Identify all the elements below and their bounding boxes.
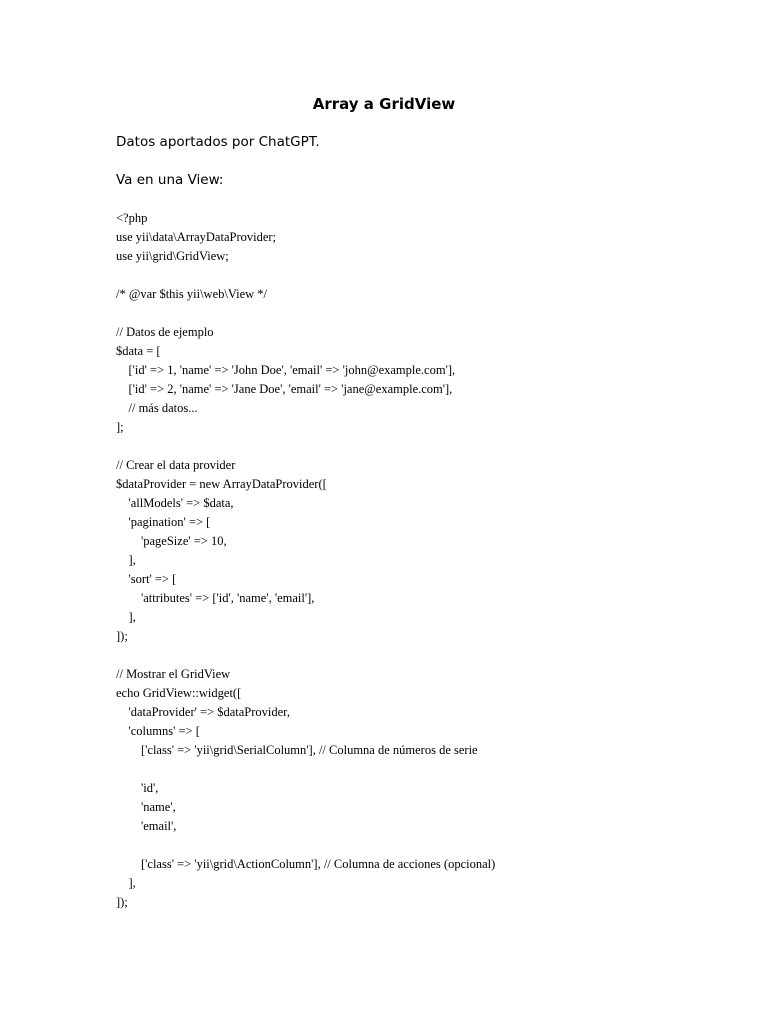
code-line: 'id', — [116, 781, 159, 795]
code-line: // Mostrar el GridView — [116, 667, 231, 681]
code-line — [116, 437, 495, 456]
code-line: ], — [116, 876, 136, 890]
code-line: ], — [116, 610, 136, 624]
code-block — [116, 209, 495, 912]
code-line: ['id' => 1, 'name' => 'John Doe', 'email' => 'john@example.com'], — [116, 363, 456, 377]
code-line — [116, 646, 495, 665]
code-line: // más datos... — [116, 401, 198, 415]
intro-paragraph: Datos aportados por ChatGPT. — [116, 134, 320, 150]
code-line: 'attributes' => ['id', 'name', 'email'], — [116, 591, 315, 605]
code-line: $data = [ — [116, 344, 161, 358]
code-line: // Crear el data provider — [116, 458, 236, 472]
code-line: ]); — [116, 629, 128, 643]
code-line: 'email', — [116, 819, 177, 833]
code-line: ]); — [116, 895, 128, 909]
code-line — [116, 304, 495, 323]
code-line: ['class' => 'yii\grid\ActionColumn'], // Columna de acciones (opcional) — [116, 857, 496, 871]
code-line: 'pagination' => [ — [116, 515, 211, 529]
code-line: ]; — [116, 420, 124, 434]
code-line: 'name', — [116, 800, 176, 814]
code-line: <?php — [116, 211, 148, 225]
code-line — [116, 760, 495, 779]
code-line: use yii\grid\GridView; — [116, 249, 229, 263]
code-line: $dataProvider = new ArrayDataProvider([ — [116, 477, 327, 491]
code-line: 'allModels' => $data, — [116, 496, 234, 510]
code-line: 'columns' => [ — [116, 724, 200, 738]
code-line: 'dataProvider' => $dataProvider, — [116, 705, 290, 719]
code-line: ], — [116, 553, 136, 567]
code-line: echo GridView::widget([ — [116, 686, 242, 700]
code-line: 'pageSize' => 10, — [116, 534, 227, 548]
document-title: Array a GridView — [312, 95, 456, 113]
code-line — [116, 266, 495, 285]
code-line — [116, 836, 495, 855]
code-line: 'sort' => [ — [116, 572, 177, 586]
subheading-paragraph: Va en una View: — [116, 172, 224, 188]
code-line: // Datos de ejemplo — [116, 325, 214, 339]
code-line: /* @var $this yii\web\View */ — [116, 287, 268, 301]
code-line: use yii\data\ArrayDataProvider; — [116, 230, 277, 244]
code-line: ['class' => 'yii\grid\SerialColumn'], // Columna de números de serie — [116, 743, 478, 757]
code-line: ['id' => 2, 'name' => 'Jane Doe', 'email' => 'jane@example.com'], — [116, 382, 453, 396]
